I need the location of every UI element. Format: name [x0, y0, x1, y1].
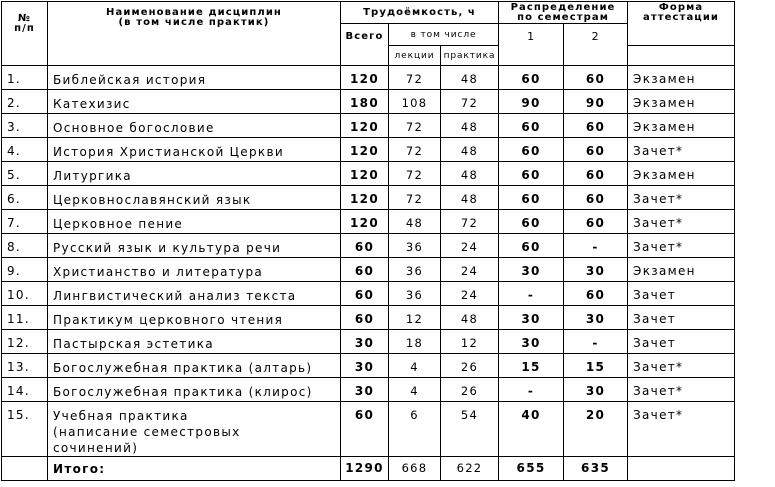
row-practice: 72 [441, 90, 499, 114]
header-total-label: Всего [345, 31, 384, 42]
row-sem1: 30 [499, 258, 564, 282]
row-sem2: - [564, 330, 628, 354]
row-sem2: - [564, 234, 628, 258]
row-name: Катехизис [48, 90, 341, 114]
row-total: 120 [341, 210, 389, 234]
table-body [2, 66, 735, 481]
header-lectures [389, 46, 441, 66]
row-attestation: Экзамен [628, 114, 735, 138]
row-num: 11. [2, 306, 48, 330]
row-practice: 54 [441, 402, 499, 457]
row-practice: 24 [441, 258, 499, 282]
row-name: Богослужебная практика (клирос) [48, 378, 341, 402]
row-name: Практикум церковного чтения [48, 306, 341, 330]
row-total: 60 [341, 258, 389, 282]
row-lectures: 48 [389, 210, 441, 234]
header-practice [441, 46, 499, 66]
header-attestation-empty [628, 46, 735, 66]
row-attestation: Зачет* [628, 354, 735, 378]
table-row [2, 66, 735, 90]
row-sem2: 60 [564, 138, 628, 162]
row-attestation: Зачет [628, 282, 735, 306]
row-name: Христианство и литература [48, 258, 341, 282]
row-num: 12. [2, 330, 48, 354]
row-num: 13. [2, 354, 48, 378]
header-sem2 [564, 24, 628, 66]
row-num: 15. [2, 402, 48, 457]
row-attestation: Зачет [628, 306, 735, 330]
row-sem1: 60 [499, 66, 564, 90]
header-including-label: в том числе [410, 29, 477, 40]
table-row [2, 210, 735, 234]
row-num: 7. [2, 210, 48, 234]
row-practice: 48 [441, 66, 499, 90]
total-row-sem1: 655 [499, 457, 564, 481]
row-total: 120 [341, 114, 389, 138]
row-name: История Христианской Церкви [48, 138, 341, 162]
row-total: 60 [341, 306, 389, 330]
row-lectures: 72 [389, 162, 441, 186]
curriculum-table [1, 1, 735, 481]
header-including [389, 24, 499, 46]
row-total: 120 [341, 66, 389, 90]
table-row [2, 138, 735, 162]
header-discipline-label: Наименование дисциплин [106, 7, 282, 18]
header-attestation-label: Форма аттестации [643, 2, 720, 23]
row-attestation: Зачет* [628, 138, 735, 162]
row-lectures: 108 [389, 90, 441, 114]
row-sem2: 60 [564, 210, 628, 234]
table-row [2, 378, 735, 402]
header-num [2, 2, 48, 66]
row-practice: 48 [441, 186, 499, 210]
table-header [2, 2, 735, 66]
row-name: Русский язык и культура речи [48, 234, 341, 258]
row-sem1: 30 [499, 306, 564, 330]
row-practice: 24 [441, 282, 499, 306]
row-sem1: - [499, 378, 564, 402]
row-lectures: 6 [389, 402, 441, 457]
row-sem2: 60 [564, 282, 628, 306]
row-attestation: Зачет* [628, 210, 735, 234]
row-name: Учебная практика (написание семестровых сочинений) [48, 402, 341, 457]
row-sem1: 60 [499, 210, 564, 234]
row-num: 5. [2, 162, 48, 186]
row-name: Библейская история [48, 66, 341, 90]
row-num: 1. [2, 66, 48, 90]
row-practice: 12 [441, 330, 499, 354]
table-row [2, 306, 735, 330]
row-sem1: 60 [499, 186, 564, 210]
total-row-practice: 622 [441, 457, 499, 481]
table-row [2, 162, 735, 186]
table-row [2, 234, 735, 258]
row-sem1: 60 [499, 234, 564, 258]
row-attestation: Зачет* [628, 186, 735, 210]
row-practice: 24 [441, 234, 499, 258]
table-row [2, 282, 735, 306]
total-row-total: 1290 [341, 457, 389, 481]
total-row-num [2, 457, 48, 481]
total-row-attestation [628, 457, 735, 481]
header-distribution [499, 2, 628, 24]
row-sem1: 15 [499, 354, 564, 378]
row-practice: 48 [441, 114, 499, 138]
row-sem2: 15 [564, 354, 628, 378]
row-sem2: 20 [564, 402, 628, 457]
row-lectures: 4 [389, 378, 441, 402]
row-sem1: 40 [499, 402, 564, 457]
table-row [2, 330, 735, 354]
row-sem2: 60 [564, 162, 628, 186]
table-row [2, 402, 735, 457]
row-sem2: 30 [564, 306, 628, 330]
row-total: 60 [341, 282, 389, 306]
row-name: Пастырская эстетика [48, 330, 341, 354]
row-lectures: 72 [389, 66, 441, 90]
row-name: Церковнославянский язык [48, 186, 341, 210]
row-attestation: Экзамен [628, 66, 735, 90]
header-practice-label: практика [443, 50, 496, 61]
header-attestation [628, 2, 735, 46]
row-lectures: 12 [389, 306, 441, 330]
row-lectures: 72 [389, 186, 441, 210]
row-name: Лингвистический анализ текста [48, 282, 341, 306]
row-practice: 48 [441, 306, 499, 330]
header-labor-label: Трудоёмкость, ч [363, 7, 476, 18]
header-sem1-label: 1 [527, 30, 535, 43]
row-lectures: 4 [389, 354, 441, 378]
row-sem2: 60 [564, 66, 628, 90]
row-sem1: 60 [499, 138, 564, 162]
header-lectures-label: лекции [394, 50, 435, 61]
row-total: 30 [341, 354, 389, 378]
row-sem2: 60 [564, 114, 628, 138]
row-num: 8. [2, 234, 48, 258]
row-total: 30 [341, 330, 389, 354]
row-lectures: 72 [389, 138, 441, 162]
row-lectures: 36 [389, 234, 441, 258]
row-num: 2. [2, 90, 48, 114]
row-attestation: Экзамен [628, 90, 735, 114]
header-discipline-sublabel: (в том числе практик) [118, 17, 270, 28]
row-num: 14. [2, 378, 48, 402]
row-sem2: 60 [564, 186, 628, 210]
row-total: 120 [341, 186, 389, 210]
row-attestation: Экзамен [628, 258, 735, 282]
row-sem2: 30 [564, 258, 628, 282]
total-row-lectures: 668 [389, 457, 441, 481]
header-sem1 [499, 24, 564, 66]
row-attestation: Зачет* [628, 402, 735, 457]
row-lectures: 72 [389, 114, 441, 138]
total-row-label: Итого: [48, 457, 341, 481]
table-row [2, 90, 735, 114]
row-num: 3. [2, 114, 48, 138]
row-attestation: Экзамен [628, 162, 735, 186]
row-lectures: 36 [389, 258, 441, 282]
header-labor [341, 2, 499, 24]
table-row [2, 354, 735, 378]
row-total: 180 [341, 90, 389, 114]
row-sem2: 30 [564, 378, 628, 402]
row-num: 4. [2, 138, 48, 162]
total-row [2, 457, 735, 481]
row-total: 60 [341, 234, 389, 258]
header-discipline [48, 2, 341, 66]
header-distribution-label: Распределение по семестрам [510, 2, 616, 23]
row-practice: 26 [441, 354, 499, 378]
row-name: Литургика [48, 162, 341, 186]
row-attestation: Зачет* [628, 378, 735, 402]
row-practice: 72 [441, 210, 499, 234]
row-num: 6. [2, 186, 48, 210]
table-row [2, 258, 735, 282]
row-name: Богослужебная практика (алтарь) [48, 354, 341, 378]
row-total: 30 [341, 378, 389, 402]
row-name: Церковное пение [48, 210, 341, 234]
header-sem2-label: 2 [591, 30, 600, 43]
header-num-label: № п/п [14, 13, 35, 34]
row-attestation: Зачет* [628, 234, 735, 258]
row-lectures: 18 [389, 330, 441, 354]
table-row [2, 114, 735, 138]
row-name: Основное богословие [48, 114, 341, 138]
row-sem1: 90 [499, 90, 564, 114]
row-sem1: 60 [499, 114, 564, 138]
header-total [341, 24, 389, 66]
row-sem2: 90 [564, 90, 628, 114]
table-row [2, 186, 735, 210]
row-sem1: 30 [499, 330, 564, 354]
row-num: 10. [2, 282, 48, 306]
row-sem1: - [499, 282, 564, 306]
row-num: 9. [2, 258, 48, 282]
row-practice: 48 [441, 138, 499, 162]
row-total: 60 [341, 402, 389, 457]
row-practice: 26 [441, 378, 499, 402]
row-total: 120 [341, 138, 389, 162]
row-practice: 48 [441, 162, 499, 186]
row-attestation: Зачет [628, 330, 735, 354]
row-lectures: 36 [389, 282, 441, 306]
total-row-sem2: 635 [564, 457, 628, 481]
row-total: 120 [341, 162, 389, 186]
row-sem1: 60 [499, 162, 564, 186]
